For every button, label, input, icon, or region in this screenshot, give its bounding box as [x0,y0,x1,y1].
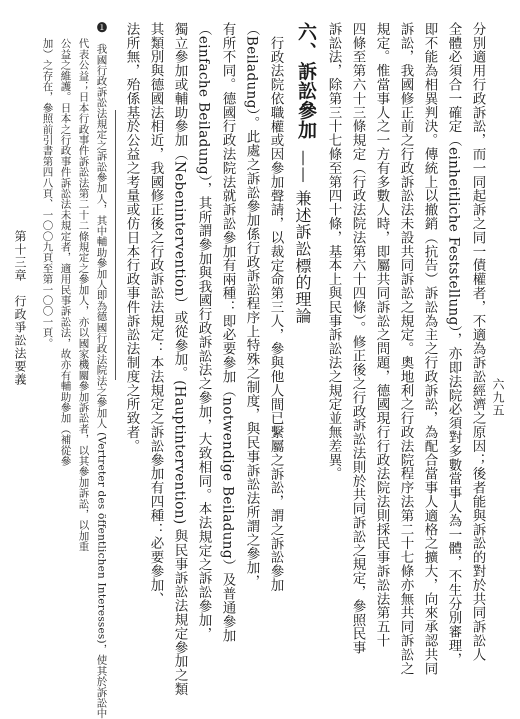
footnote-rule [115,110,116,380]
body-line: 訴訟法，除第三十七條至第四十條，基本上與民事訴訟法之規定並無差異。 [325,22,342,481]
body-line: 法所無，殆係基於公益之考量或仿日本行政事件訴訟法制度之所致者。 [123,22,140,453]
running-title: 第十三章 行政爭訟法要義 [13,230,27,386]
footnote-line: 代表公益；日本行政事件訴訟法第二十二條規定之參加人，亦以國家機關參加訴訟者，以其參加訴訟，以加重 [77,38,90,552]
section-subheading-dash: —— [295,150,314,184]
body-line: 行政法院依職權或因參加聲請，以裁定命第三人，參與他人間已繫屬之訴訟，謂之訴訟參加 [267,36,284,592]
body-line: 四條至第六十三條規定（行政法院法第六十四條）。修正後之行政訴訟法則於共同訴訟之規定，參照民事 [349,22,366,655]
page-number: 六九五 [491,378,505,417]
section-heading: 六、訴訟參加 [295,22,317,140]
footnote-line: 加）之存在，參照前引書第四八頁、一〇〇九頁至第一〇〇一頁。 [41,38,54,349]
body-line: 訴訟，我國修正前之行政訴訟法未設共同訴訟之規定。奧地利之行政法院程序法第二十七條亦無共同訴訟之 [397,22,414,676]
body-line: 全體必須合一確定（einheitliche Feststellung），亦即法院必須對多數當事人為一體，不生分別審理， [445,22,462,667]
footnote-line: 公益之維護。日本之行政事件訴訟法未規定者，適用民事訴訟法，故亦有輔助參加（補從參 [59,38,72,466]
body-line: （einfache Beiladung），其所謂參加與我國行政訴訟法之參加，大致相同。本法規定之訴訟參加， [195,22,212,641]
body-line: 有所不同。德國行政法院法就訴訟參加有兩種：即必要參加（notwendige Beiladung）及普通參加 [219,22,236,643]
body-line: （Beiladung）。此處之訴訟參加係行政訴訟程序上特殊之制度，與民事訴訟法所謂之參加， [243,22,260,589]
body-line: 即不能為相異判決。傳統上以撤銷（抗告）訴訟為主之行政訴訟，為配合當事人適格之擴大，向來承認共同 [421,22,438,676]
footnote-line: ❶ 我國行政訴訟法規定之訴訟參加人，其中輔助參加人即為德國行政法院法之參加人 (Vertreter des öffentlichen Interesses)，使其於訴訟中 [95,22,108,719]
section-subheading: 兼述訴訟標的理論 [293,190,312,325]
body-line: 獨立參加或輔助參加（Nebenintervention）或從參加。(Hauptintervention) 與民事訴訟法規定參加之類 [171,22,188,697]
body-line: 其類別與德國法相近，我國修正後之行政訴訟法規定：本法規定之訴訟參加有四種：必要參加、 [147,22,164,606]
body-line: 分別適用行政訴訟，而一同起訴之同一債權者，不適為訴訟經濟之原因；後者能與訴訟的對於共同訴訟人 [469,22,486,662]
body-line: 規定。惟當事人之一方有多數人時，即屬共同訴訟之問題，德國現行行政法院法則採民事訴訟法第五十 [373,22,390,648]
